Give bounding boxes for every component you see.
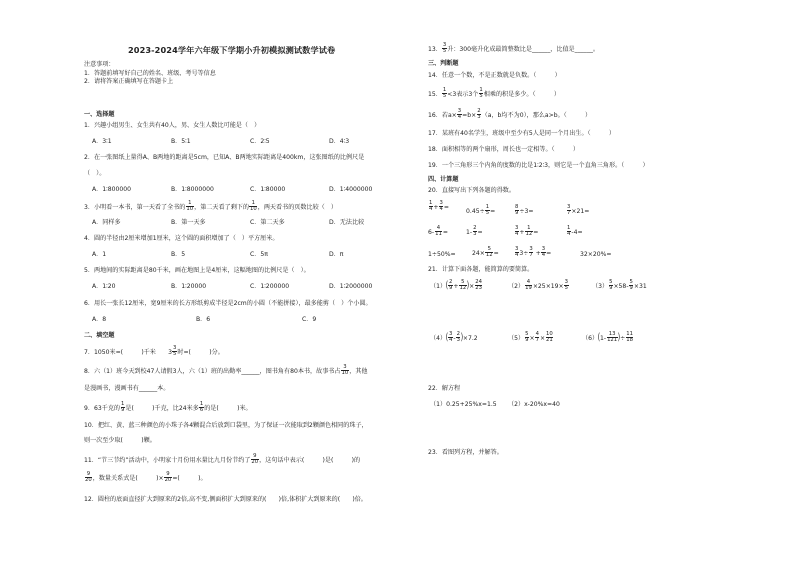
stem-text: =b× (462, 111, 477, 119)
option-b: B．5 (171, 251, 186, 258)
question-stem: 18．面积相等的两个扇形，周长也一定相等。（ ） (428, 146, 579, 153)
option-b: B．第一天多 (171, 219, 206, 226)
fraction: $\frac{9}{20}$ (164, 471, 172, 484)
fraction: $\frac{2}{3}$ (477, 108, 481, 121)
option-c: C．9 (302, 316, 317, 323)
question-stem (428, 109, 591, 121)
calc-item: 6- $\frac{4}{11}$ = (428, 225, 448, 238)
option-c: C．第二天多 (250, 219, 285, 226)
stem-text: 3 (168, 348, 172, 356)
fraction: $\frac{3}{5}$ (172, 345, 177, 358)
question-stem: 2．在一张图纸上量得A、B两地的距离是5cm，已知A、B两地实际距离是400km，这张图纸的比例尺是 (84, 154, 365, 161)
option-d: D．π (329, 251, 344, 258)
question-stem: 17．某班有40名学生，班级中至少有5人是同一个月出生。（ ） (428, 130, 615, 137)
question-stem-cont (84, 472, 207, 484)
notice-heading: 注意事项： (84, 61, 115, 68)
calc-item: 0.45÷ $\frac{1}{5}$ = (466, 204, 496, 217)
question-stem: 22．解方程 (428, 385, 461, 392)
option-d: D．无法比较 (329, 219, 365, 226)
notice-item: 1．答题前填写好自己的姓名、班级、考号等信息 (84, 70, 216, 77)
fraction: $\frac{1}{9}$ (121, 401, 125, 414)
fraction: $\frac{1}{6}$ (199, 401, 204, 414)
option-a: A．1∶800000 (92, 186, 131, 193)
option-d: D．1∶4000000 (329, 186, 373, 193)
stem-text: 相乘的积是多少。（ ） (483, 90, 560, 98)
option-d: D．4∶3 (329, 138, 350, 145)
option-a: A．1∶20 (92, 283, 116, 290)
calc-item: $\frac{3}{7}$ ×21= (567, 204, 590, 217)
stem-text: ，第二天看了剩下的 (194, 203, 249, 211)
stem-text: 15． (428, 90, 442, 98)
stem-text: 时=( )分。 (177, 348, 224, 356)
question-stem: 19．一个三角形三个内角的度数的比是1∶2∶3，则它是一个直角三角形。（ ） (428, 162, 649, 169)
question-stem-cont: （ ）。 (84, 170, 106, 177)
section-heading: 二、填空题 (84, 332, 115, 339)
equation: （1）0.25+25%x=1.5 (430, 401, 497, 408)
stem-text: <3表示3个 (447, 90, 479, 98)
question-stem: 23．看图列方程，并解答。 (428, 449, 503, 456)
question-stem (84, 402, 252, 414)
calc-item: （1）( $\frac{2}{9}$ + $\frac{5}{12}$ )× $\frac{24}{23}$ (430, 279, 482, 292)
question-stem: 6．用长一张长12厘米，宽9厘米的长方形纸剪成半径是2cm的小圆（不能拼接），最多能剪（ ）个小圆。 (84, 300, 372, 307)
calc-item: （2） $\frac{4}{19}$ ×25×19× $\frac{3}{5}$ (508, 279, 569, 292)
fraction: $\frac{1}{10}$ (186, 200, 194, 213)
question-stem (428, 43, 599, 55)
option-b: B．6 (196, 316, 211, 323)
stem-text: 是( )千克，比24米多 (125, 404, 199, 412)
calc-item: （6）(1- $\frac{13}{121}$ )÷ $\frac{11}{18}$ (582, 331, 633, 344)
calc-item: $\frac{3}{4}$ 3÷ $\frac{3}{7}$ + $\frac{3}{4}$ = (515, 246, 552, 259)
question-stem: 10．把红、黄、蓝三种颜色的小珠子各4颗混合后放到口袋里，为了保证一次能取到2颗颜色相同的珠子， (84, 422, 368, 429)
question-stem: 21．计算下面各题，能简算的要简算。 (428, 266, 534, 273)
calc-item: $\frac{3}{4}$ + $\frac{1}{12}$ = (515, 225, 539, 238)
calc-item: 1÷50%= (428, 251, 456, 258)
question-stem: 5．两地间的实际距离是80千米，画在地图上是4厘米，这幅地图的比例尺是（ ）。 (84, 267, 310, 274)
question-stem-cont: 是漫画书，漫画书有______本。 (84, 385, 170, 392)
stem-text: 9．63千克的 (84, 404, 121, 412)
fraction: $\frac{1}{10}$ (249, 200, 257, 213)
question-stem (84, 201, 337, 213)
stem-text: ，数量关系式是( )× (92, 474, 164, 482)
stem-text: ，两天看书的页数比较（ ） (257, 203, 337, 211)
equation: （2）x-20%x=40 (508, 401, 560, 408)
calc-item: $\frac{8}{9}$ ÷3= (515, 204, 534, 217)
option-b: B．1∶8000000 (171, 186, 214, 193)
fraction: $\frac{9}{20}$ (251, 453, 259, 466)
calc-item: （4）( $\frac{3}{4}$ - $\frac{2}{3}$ )×7.2 (430, 331, 478, 344)
calc-item: 24× $\frac{5}{12}$ = (472, 246, 499, 259)
option-a: A．3∶1 (92, 138, 112, 145)
stem-text: 8．六（1）班今天到校47人请假3人，六（1）班的出勤率______，图书角有80本书，故事书占 (84, 367, 341, 375)
fraction: $\frac{3}{5}$ (442, 42, 447, 55)
stem-text: 升：300毫升化成最简整数比是______，比值是______。 (447, 45, 600, 53)
calc-item: 32×20%= (580, 251, 612, 258)
stem-text: ，其他 (349, 367, 368, 375)
stem-text: =( )。 (172, 474, 207, 482)
question-stem-cont: 则一次至少取( )颗。 (84, 437, 156, 444)
calc-item: （3） $\frac{5}{9}$ ×58- $\frac{5}{9}$ ×31 (592, 279, 647, 292)
question-stem: 14．任意一个数，不是正数就是负数。（ ） (428, 72, 561, 79)
calc-item: $\frac{1}{4}$ + $\frac{3}{4}$ = (429, 200, 449, 213)
fraction: $\frac{1}{5}$ (479, 87, 483, 100)
question-stem (84, 365, 368, 377)
option-a: A．1 (92, 251, 107, 258)
question-stem (84, 346, 224, 358)
option-a: A．8 (92, 316, 107, 323)
option-c: C．1∶80000 (250, 186, 286, 193)
fraction: $\frac{3}{4}$ (457, 108, 462, 121)
stem-text: 16．若a× (428, 111, 457, 119)
option-c: C．1∶200000 (250, 283, 290, 290)
section-heading: 四、计算题 (428, 176, 459, 183)
stem-text: （a，b均不为0），那么a>b。（ ） (481, 111, 592, 119)
fraction: $\frac{3}{10}$ (341, 364, 349, 377)
stem-text: 7．1050米=( )千米 (84, 348, 156, 356)
stem-text: 11．“节三节约”活动中，小明家十月份用水量比九月份节约了 (84, 456, 251, 464)
section-heading: 三、判断题 (428, 60, 459, 67)
section-heading: 一、选择题 (84, 111, 115, 118)
stem-text: 的是( )米。 (204, 404, 252, 412)
stem-text: 3．小明看一本书，第一天看了全书的 (84, 203, 186, 211)
option-b: B．5∶1 (171, 138, 191, 145)
fraction: $\frac{9}{20}$ (85, 471, 92, 484)
question-stem: 4．圆的半径由2厘米增加1厘米，这个圆的面积增加了（ ）平方厘米。 (84, 235, 279, 242)
stem-text: 13． (428, 45, 442, 53)
exam-title: 2023-2024学年六年级下学期小升初模拟测试数学试卷 (128, 45, 336, 55)
stem-text: ，这句话中表示( )是( )的 (259, 456, 361, 464)
calc-item: （5） $\frac{5}{9}$ × $\frac{4}{7}$ × $\frac{10}{21}$ (508, 331, 553, 344)
option-d: D．1∶2000000 (329, 283, 373, 290)
question-stem (84, 454, 360, 466)
option-a: A．同样多 (92, 219, 121, 226)
calc-item: $\frac{1}{4}$ -4= (567, 225, 583, 238)
option-b: B．1∶20000 (171, 283, 207, 290)
calc-item: 1- $\frac{2}{3}$ = (466, 225, 483, 238)
question-stem: 12．圆柱的底面直径扩大到原来的2倍,高不变,侧面积扩大到原来的( )倍,体积扩大到原来的( )倍。 (84, 496, 367, 503)
question-stem: 1．兴趣小组男生、女生共有40人，男、女生人数比可能是（ ） (84, 122, 261, 129)
question-stem: 20．直接写出下列各题的得数。 (428, 187, 515, 194)
notice-item: 2．请将答案正确填写在答题卡上 (84, 78, 174, 85)
option-c: C．5π (250, 251, 268, 258)
fraction: $\frac{1}{5}$ (442, 87, 447, 100)
question-stem (428, 88, 560, 100)
option-c: C．2∶5 (250, 138, 270, 145)
